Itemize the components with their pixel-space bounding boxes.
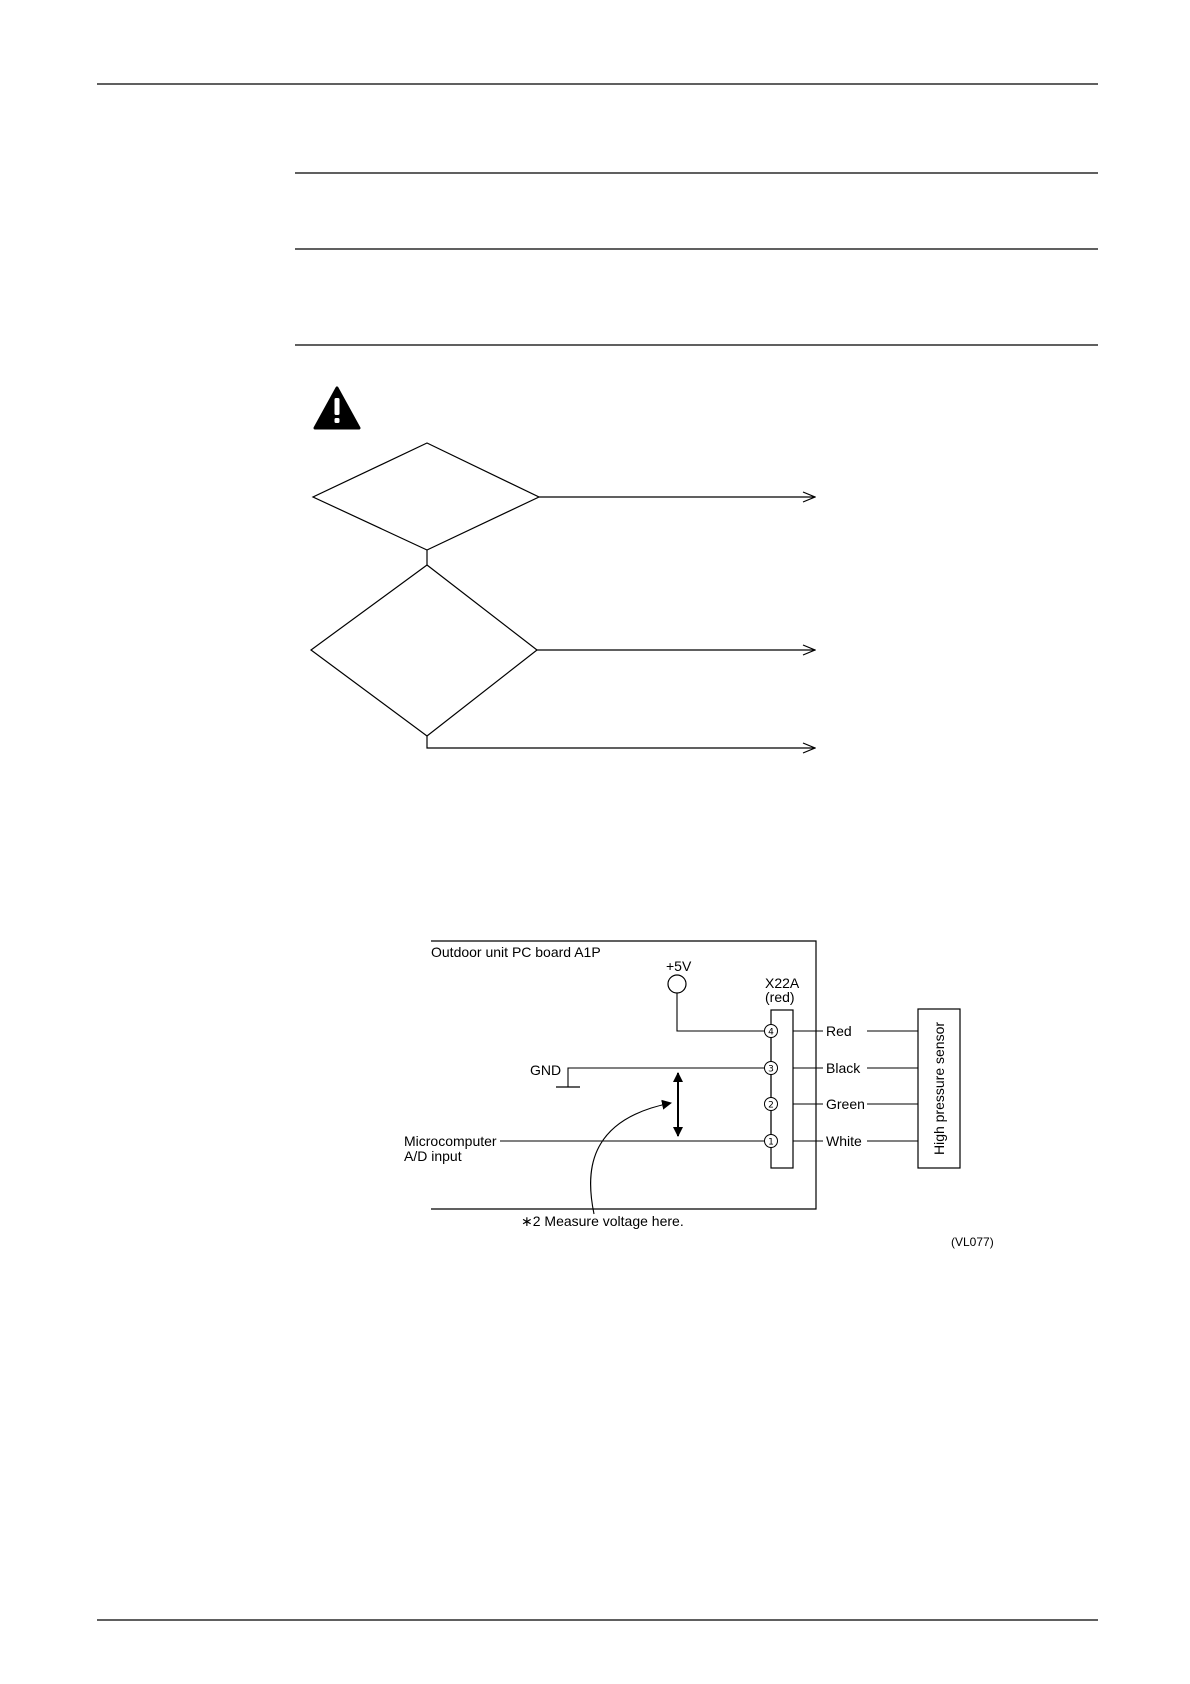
branch-arrow-no bbox=[427, 736, 815, 748]
svg-text:4: 4 bbox=[768, 1027, 774, 1038]
pin-4 bbox=[765, 1025, 778, 1038]
pc-board-label: Outdoor unit PC board A1P bbox=[431, 944, 601, 960]
input-label-line1: Microcomputer bbox=[404, 1133, 497, 1149]
pc-board-outline bbox=[431, 941, 816, 1209]
figure-code: (VL077) bbox=[951, 1235, 994, 1249]
svg-text:2: 2 bbox=[768, 1100, 774, 1111]
wire-label-green: Green bbox=[826, 1096, 865, 1112]
wiring-diagram bbox=[404, 941, 994, 1249]
sensor-label: High pressure sensor bbox=[931, 1021, 947, 1156]
gnd-label: GND bbox=[530, 1062, 562, 1078]
input-label-line2: A/D input bbox=[404, 1148, 462, 1164]
wire-label-white: White bbox=[826, 1133, 862, 1149]
measure-pointer bbox=[591, 1103, 671, 1214]
supply-label: +5V bbox=[666, 958, 692, 974]
svg-text:3: 3 bbox=[768, 1064, 774, 1075]
connector-color-label: (red) bbox=[765, 989, 795, 1005]
pin-3 bbox=[765, 1062, 778, 1075]
supply-wire bbox=[677, 993, 764, 1031]
wire-label-black: Black bbox=[826, 1060, 861, 1076]
decision-diamond-2 bbox=[311, 565, 537, 736]
wire-label-red: Red bbox=[826, 1023, 852, 1039]
gnd-wire bbox=[568, 1068, 764, 1087]
supply-terminal bbox=[668, 975, 686, 993]
svg-text:1: 1 bbox=[768, 1137, 774, 1148]
decision-diamond-1 bbox=[313, 443, 539, 550]
measure-note: ∗2 Measure voltage here. bbox=[521, 1213, 684, 1229]
warning-triangle-icon bbox=[315, 388, 359, 428]
connector-label: X22A bbox=[765, 975, 800, 991]
pin-2 bbox=[765, 1098, 778, 1111]
pin-1 bbox=[765, 1135, 778, 1148]
troubleshooting-flowchart bbox=[311, 443, 815, 748]
